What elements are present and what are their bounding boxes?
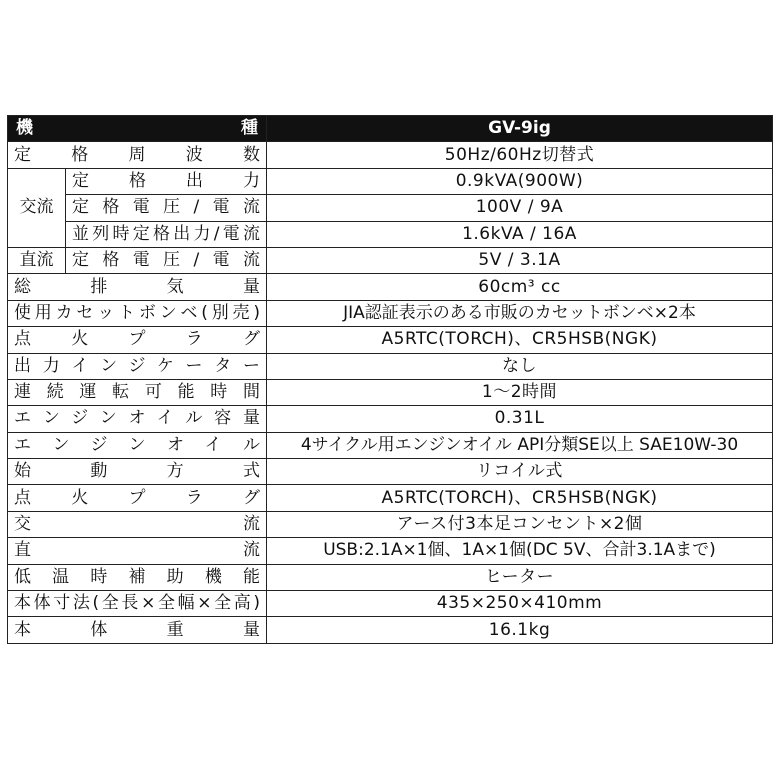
spec-table (7, 115, 773, 644)
model-label: 機 種 (8, 116, 267, 142)
row-label: 使用カセットボンベ(別売) (8, 300, 267, 326)
row-label: 直流 (8, 538, 267, 564)
table-row (8, 353, 773, 379)
table-row (8, 195, 773, 221)
row-label: 点火プラグ (8, 327, 267, 353)
row-value: A5RTC(TORCH)、CR5HSB(NGK) (267, 327, 773, 353)
table-row (8, 379, 773, 405)
row-label: 連続運転可能時間 (8, 379, 267, 405)
row-label: 総排気量 (8, 274, 267, 300)
table-row (8, 247, 773, 273)
row-label: エンジンオイル容量 (8, 406, 267, 432)
row-value: 16.1kg (267, 617, 773, 643)
row-label: エンジンオイル (8, 432, 267, 458)
table-header-row (8, 116, 773, 142)
table-row (8, 221, 773, 247)
row-value: 4サイクル用エンジンオイル API分類SE以上 SAE10W-30 (267, 432, 773, 458)
row-label: 低温時補助機能 (8, 564, 267, 590)
row-value: 1.6kVA / 16A (267, 221, 773, 247)
row-label: 点火プラグ (8, 485, 267, 511)
table-row (8, 168, 773, 194)
row-label: 本体重量 (8, 617, 267, 643)
table-row (8, 406, 773, 432)
row-value: A5RTC(TORCH)、CR5HSB(NGK) (267, 485, 773, 511)
model-value: GV-9ig (267, 116, 773, 142)
row-value: なし (267, 353, 773, 379)
row-value: 1～2時間 (267, 379, 773, 405)
row-label: 定格電圧/電流 (66, 195, 267, 221)
row-label: 定格周波数 (8, 142, 267, 168)
row-value: 0.9kVA(900W) (267, 168, 773, 194)
table-row (8, 142, 773, 168)
ac-group-label: 交流 (8, 168, 66, 247)
table-row (8, 511, 773, 537)
row-value: 0.31L (267, 406, 773, 432)
row-label: 始動方式 (8, 459, 267, 485)
row-label: 定格電圧/電流 (66, 247, 267, 273)
row-label: 本体寸法(全長×全幅×全高) (8, 591, 267, 617)
row-value: 100V / 9A (267, 195, 773, 221)
table-row (8, 485, 773, 511)
row-value: USB:2.1A×1個、1A×1個(DC 5V、合計3.1Aまで) (267, 538, 773, 564)
row-value: 5V / 3.1A (267, 247, 773, 273)
row-value: JIA認証表示のある市販のカセットボンベ×2本 (267, 300, 773, 326)
row-value: リコイル式 (267, 459, 773, 485)
table-row (8, 538, 773, 564)
row-value: 50Hz/60Hz切替式 (267, 142, 773, 168)
row-label: 定格出力 (66, 168, 267, 194)
row-value: 435×250×410mm (267, 591, 773, 617)
dc-group-label: 直流 (8, 247, 66, 273)
table-row (8, 432, 773, 458)
row-value: 60cm³ cc (267, 274, 773, 300)
row-label: 並列時定格出力/電流 (66, 221, 267, 247)
table-row (8, 617, 773, 643)
table-row (8, 459, 773, 485)
row-label: 交流 (8, 511, 267, 537)
row-value: アース付3本足コンセント×2個 (267, 511, 773, 537)
table-row (8, 327, 773, 353)
table-row (8, 564, 773, 590)
table-row (8, 591, 773, 617)
table-row (8, 300, 773, 326)
row-label: 出力インジケーター (8, 353, 267, 379)
row-value: ヒーター (267, 564, 773, 590)
table-row (8, 274, 773, 300)
